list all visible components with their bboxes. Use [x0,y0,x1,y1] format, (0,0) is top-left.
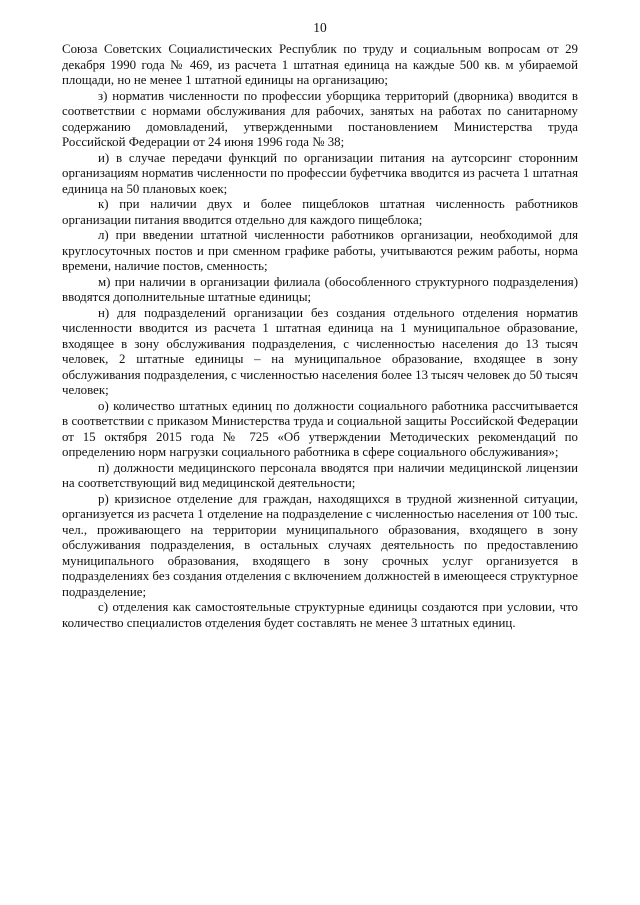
paragraph-z: з) норматив численности по профессии уборщика территорий (дворника) вводится в соответствии с нормами обслуживания для рабочих, занятых на работах по санитарному содержанию домовладений, утвержденными постановлением Министерства труда Российской Федерации от 24 июня 1996 года № 38; [62,88,578,149]
paragraph-s: с) отделения как самостоятельные структурные единицы создаются при условии, что количество специалистов отделения будет составлять не менее 3 штатных единиц. [62,600,578,630]
paragraph-o: о) количество штатных единиц по должности социального работника рассчитывается в соответствии с приказом Министерства труда и социальной защиты Российской Федерации от 15 октября 2015 года № 725 «Об утверждении Методических рекомендаций по определению норм нагрузки социального работника в сфере социального обслуживания»; [62,398,578,459]
page-number: 10 [313,20,327,35]
paragraph-p: п) должности медицинского персонала вводятся при наличии медицинской лицензии на соответствующий вид медицинской деятельности; [62,460,578,490]
paragraph-continuation: Союза Советских Социалистических Республик по труду и социальным вопросам от 29 декабря 1990 года № 469, из расчета 1 штатная единица на каждые 500 кв. м убираемой площади, но не менее 1 штатной единицы на организацию; [62,42,578,87]
paragraph-k: к) при наличии двух и более пищеблоков штатная численность работников организации питания вводится отдельно для каждого пищеблока; [62,197,578,227]
paragraph-n: н) для подразделений организации без создания отдельного отделения норматив численности вводится из расчета 1 штатная единица на 1 муниципальное образование, входящее в зону обслуживания подразделения, с численностью населения до 13 тысяч человек, 2 штатные единицы – на муниципальное образование, входящее в зону обслуживания подразделения, с численностью населения более 13 тысяч человек до 50 тысяч человек; [62,305,578,397]
paragraph-m: м) при наличии в организации филиала (обособленного структурного подразделения) вводятся дополнительные штатные единицы; [62,274,578,304]
paragraph-i: и) в случае передачи функций по организации питания на аутсорсинг сторонним организациям норматив численности по профессии буфетчика вводится из расчета 1 штатная единица на 50 плановых коек; [62,150,578,196]
paragraph-l: л) при введении штатной численности работников организации, необходимой для круглосуточных постов и при сменном графике работы, учитываются режим работы, норма времени, наличие постов, сменность; [62,228,578,273]
document-body [62,42,578,631]
paragraph-r: р) кризисное отделение для граждан, находящихся в трудной жизненной ситуации, организуется из расчета 1 отделение на подразделение с численностью населения от 100 тыс. чел., проживающего на территории муниципального образования, входящего в зону обслуживания подразделения, в остальных случаях деятельность по предоставлению муниципального образования, входящего в зону срочных услуг организуется в подразделениях без создания отделения с включением должностей в имеющееся структурное подразделение; [62,491,578,599]
